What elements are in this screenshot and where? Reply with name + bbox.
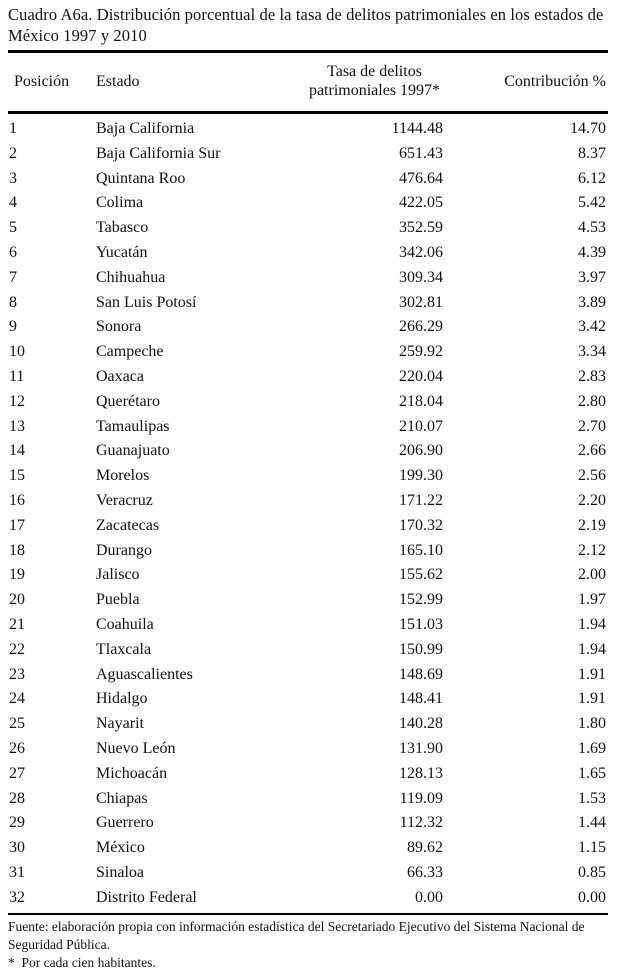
cell-state: Coahuila <box>96 615 154 633</box>
cell-rate: 1144.48 <box>391 120 443 137</box>
cell-position: 26 <box>9 739 25 757</box>
cell-position: 5 <box>9 219 17 237</box>
table-row <box>8 241 608 266</box>
table-row <box>8 861 608 886</box>
table-row <box>8 415 608 440</box>
cell-rate: 218.04 <box>399 392 443 410</box>
cell-position: 32 <box>8 886 96 914</box>
table-row <box>8 489 608 514</box>
cell-state: Baja California Sur <box>96 144 221 162</box>
table-row <box>8 886 608 914</box>
cell-position: 11 <box>9 367 25 385</box>
cell-state: Campeche <box>96 343 164 361</box>
cell-contribution: 0.00 <box>448 886 608 914</box>
table-row <box>8 712 608 737</box>
table-row <box>8 539 608 564</box>
table-row <box>8 291 608 316</box>
table-row <box>8 811 608 836</box>
cell-state: Jalisco <box>96 566 140 584</box>
cell-contribution: 2.56 <box>578 467 606 485</box>
table-row <box>8 663 608 688</box>
cell-rate: 0.00 <box>301 886 448 914</box>
table-row <box>8 588 608 613</box>
table-row <box>8 340 608 365</box>
per-capita-note: * Por cada cien habitantes. <box>8 954 156 970</box>
cell-position: 31 <box>9 863 25 881</box>
cell-state: San Luis Potosí <box>96 293 197 311</box>
cell-contribution: 14.70 <box>570 120 606 137</box>
cell-contribution: 1.44 <box>578 814 606 832</box>
cell-rate: 171.22 <box>399 491 443 509</box>
cell-contribution: 4.53 <box>578 219 606 237</box>
cell-position: 18 <box>9 541 25 559</box>
cell-rate: 342.06 <box>399 243 443 261</box>
cell-rate: 140.28 <box>399 715 443 733</box>
table-row <box>8 464 608 489</box>
table-row <box>8 365 608 390</box>
table-row <box>8 787 608 812</box>
cell-state: Durango <box>96 541 152 559</box>
cell-contribution: 1.91 <box>578 665 606 683</box>
cell-contribution: 1.80 <box>578 715 606 733</box>
cell-state: Tamaulipas <box>96 417 170 435</box>
cell-position: 17 <box>9 516 25 534</box>
cell-state: Distrito Federal <box>96 886 301 914</box>
cell-state: Tabasco <box>96 219 149 237</box>
cell-state: Aguascalientes <box>96 665 193 683</box>
cell-state: Yucatán <box>96 243 148 261</box>
cell-rate: 148.69 <box>399 665 443 683</box>
cell-contribution: 2.83 <box>578 367 606 385</box>
cell-rate: 89.62 <box>407 839 443 857</box>
cell-state: Zacatecas <box>96 516 160 534</box>
cell-rate: 151.03 <box>399 615 443 633</box>
cell-rate: 148.41 <box>399 690 443 708</box>
cell-position: 16 <box>9 491 25 509</box>
cell-state: Veracruz <box>96 491 153 509</box>
table-header <box>8 53 608 113</box>
table-footnotes <box>8 915 608 972</box>
cell-state: Oaxaca <box>96 367 144 385</box>
cell-rate: 131.90 <box>399 739 443 757</box>
cell-rate: 352.59 <box>399 219 443 237</box>
table-row <box>8 737 608 762</box>
cell-contribution: 3.42 <box>578 318 606 336</box>
cell-position: 4 <box>9 194 17 212</box>
header-contribution: Contribución % <box>448 53 608 113</box>
cell-state: Baja California <box>96 120 195 137</box>
cell-rate: 199.30 <box>399 467 443 485</box>
cell-contribution: 2.19 <box>578 516 606 534</box>
cell-position: 13 <box>9 417 25 435</box>
cell-state: Morelos <box>96 467 150 485</box>
cell-contribution: 2.12 <box>578 541 606 559</box>
cell-position: 29 <box>9 814 25 832</box>
cell-position: 3 <box>9 169 17 187</box>
table-row <box>8 142 608 167</box>
cell-contribution: 1.97 <box>578 591 606 609</box>
cell-state: Puebla <box>96 591 140 609</box>
cell-rate: 155.62 <box>399 566 443 584</box>
cell-state: Chihuahua <box>96 268 166 286</box>
cell-position: 19 <box>9 566 25 584</box>
cell-rate: 165.10 <box>399 541 443 559</box>
table-title: Cuadro A6a. Distribución porcentual de la tasa de delitos patrimoniales en los estados de México 1997 y 2010 <box>8 5 604 45</box>
cell-state: Nayarit <box>96 715 144 733</box>
cell-rate: 309.34 <box>399 268 443 286</box>
cell-contribution: 1.53 <box>578 789 606 807</box>
cell-state: Quintana Roo <box>96 169 186 187</box>
cell-rate: 302.81 <box>399 293 443 311</box>
cell-position: 2 <box>9 144 17 162</box>
cell-state: Hidalgo <box>96 690 148 708</box>
table-row <box>8 113 608 142</box>
table-row <box>8 514 608 539</box>
cell-rate: 210.07 <box>399 417 443 435</box>
cell-state: Colima <box>96 194 144 212</box>
cell-rate: 259.92 <box>399 343 443 361</box>
cell-rate: 66.33 <box>407 863 443 881</box>
cell-position: 9 <box>9 318 17 336</box>
header-state: Estado <box>96 53 301 113</box>
cell-state: Tlaxcala <box>96 640 152 658</box>
cell-contribution: 1.69 <box>578 739 606 757</box>
table-row <box>8 390 608 415</box>
cell-contribution: 2.80 <box>578 392 606 410</box>
cell-position: 24 <box>9 690 25 708</box>
cell-position: 14 <box>9 442 25 460</box>
cell-position: 27 <box>9 764 25 782</box>
cell-state: Guerrero <box>96 814 154 832</box>
table-row <box>8 613 608 638</box>
cell-position: 8 <box>9 293 17 311</box>
header-position: Posición <box>8 53 96 113</box>
cell-position: 25 <box>9 715 25 733</box>
cell-rate: 220.04 <box>399 367 443 385</box>
table-header-row <box>8 53 608 113</box>
cell-state: Querétaro <box>96 392 160 410</box>
cell-state: Guanajuato <box>96 442 170 460</box>
table-row <box>8 266 608 291</box>
table-row <box>8 167 608 192</box>
cell-state: México <box>96 839 145 857</box>
table-row <box>8 836 608 861</box>
cell-state: Nuevo León <box>96 739 176 757</box>
header-rate: Tasa de delitos patrimoniales 1997* <box>301 53 448 113</box>
cell-rate: 476.64 <box>399 169 443 187</box>
cell-contribution: 2.70 <box>578 417 606 435</box>
table-row <box>8 191 608 216</box>
cell-rate: 128.13 <box>399 764 443 782</box>
table-row <box>8 563 608 588</box>
cell-contribution: 0.85 <box>578 863 606 881</box>
cell-position: 12 <box>9 392 25 410</box>
cell-contribution: 1.94 <box>578 615 606 633</box>
table-row <box>8 216 608 241</box>
cell-rate: 119.09 <box>399 789 443 807</box>
cell-contribution: 2.00 <box>578 566 606 584</box>
cell-position: 21 <box>9 615 25 633</box>
cell-rate: 266.29 <box>399 318 443 336</box>
cell-state: Sonora <box>96 318 142 336</box>
table-body <box>8 113 608 914</box>
cell-rate: 112.32 <box>399 814 443 832</box>
cell-position: 28 <box>9 789 25 807</box>
cell-rate: 206.90 <box>399 442 443 460</box>
cell-rate: 422.05 <box>399 194 443 212</box>
cell-contribution: 3.89 <box>578 293 606 311</box>
table-row <box>8 315 608 340</box>
cell-position: 6 <box>9 243 17 261</box>
cell-position: 30 <box>9 839 25 857</box>
cell-contribution: 3.34 <box>578 343 606 361</box>
cell-position: 22 <box>9 640 25 658</box>
table-row <box>8 762 608 787</box>
cell-contribution: 2.66 <box>578 442 606 460</box>
cell-state: Michoacán <box>96 764 168 782</box>
cell-contribution: 1.65 <box>578 764 606 782</box>
cell-rate: 170.32 <box>399 516 443 534</box>
cell-position: 1 <box>9 120 17 137</box>
cell-rate: 651.43 <box>399 144 443 162</box>
cell-contribution: 4.39 <box>578 243 606 261</box>
cell-position: 23 <box>9 665 25 683</box>
cell-position: 20 <box>9 591 25 609</box>
cell-contribution: 2.20 <box>578 491 606 509</box>
cell-state: Sinaloa <box>96 863 144 881</box>
table-row <box>8 439 608 464</box>
cell-contribution: 1.91 <box>578 690 606 708</box>
cell-rate: 152.99 <box>399 591 443 609</box>
cell-contribution: 8.37 <box>578 144 606 162</box>
table-row <box>8 687 608 712</box>
patrimonial-crime-table <box>8 53 608 915</box>
cell-position: 15 <box>9 467 25 485</box>
cell-position: 10 <box>9 343 25 361</box>
cell-contribution: 6.12 <box>578 169 606 187</box>
cell-position: 7 <box>9 268 17 286</box>
cell-contribution: 1.94 <box>578 640 606 658</box>
cell-contribution: 5.42 <box>578 194 606 212</box>
cell-rate: 150.99 <box>399 640 443 658</box>
cell-state: Chiapas <box>96 789 148 807</box>
cell-contribution: 1.15 <box>578 839 606 857</box>
source-note: Fuente: elaboración propia con información estadística del Secretariado Ejecutivo del Sistema Nacional de Seguridad Pública. <box>8 918 588 952</box>
table-row <box>8 638 608 663</box>
cell-contribution: 3.97 <box>578 268 606 286</box>
